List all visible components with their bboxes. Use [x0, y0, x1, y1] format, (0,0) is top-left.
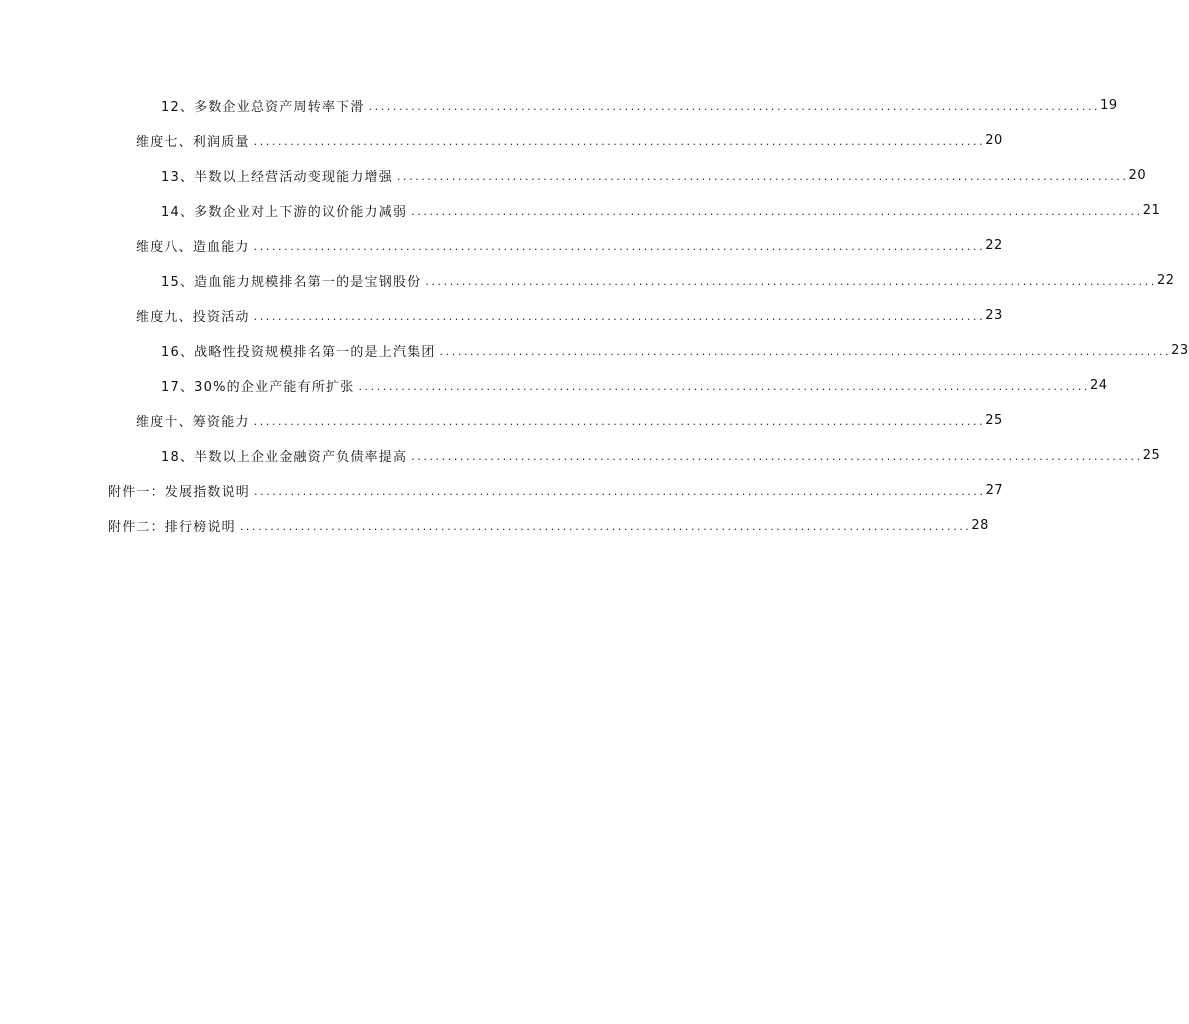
toc-entry-title: 13、半数以上经营活动变现能力增强: [161, 170, 393, 185]
toc-dot-leader: ........................................................................................................................: [253, 310, 986, 323]
toc-entry[interactable]: [0, 403, 1003, 438]
toc-page-number: 22: [1156, 273, 1175, 288]
toc-page-number: 22: [985, 238, 1003, 253]
toc-entry-title: 附件一：发展指数说明: [108, 485, 251, 500]
toc-entry-title: 14、多数企业对上下游的议价能力减弱: [161, 205, 408, 220]
toc-dot-leader: ........................................................................................................................: [411, 450, 1143, 463]
toc-page-number: 21: [1142, 203, 1161, 218]
toc-dot-leader: ........................................................................................................................: [253, 135, 986, 148]
toc-entry-title: 维度十、筹资能力: [136, 415, 250, 430]
toc-dot-leader: ........................................................................................................................: [396, 170, 1129, 183]
toc-page-number: 20: [1128, 168, 1147, 183]
toc-page-number: 25: [1142, 448, 1161, 463]
toc-dot-leader: ........................................................................................................................: [253, 415, 986, 428]
toc-entry[interactable]: [0, 508, 989, 543]
toc-entry-title: 维度七、利润质量: [136, 135, 250, 150]
toc-entry[interactable]: [0, 438, 1161, 473]
toc-page-number: 24: [1090, 378, 1108, 393]
toc-entry-title: 维度九、投资活动: [136, 310, 250, 325]
toc-dot-leader: ........................................................................................................................: [425, 275, 1157, 288]
table-of-contents: [0, 88, 1189, 543]
toc-entry[interactable]: [0, 333, 1189, 368]
toc-entry[interactable]: [0, 193, 1161, 228]
toc-entry[interactable]: [0, 368, 1108, 403]
toc-page-number: 20: [985, 133, 1003, 148]
toc-entry[interactable]: [0, 298, 1003, 333]
toc-entry[interactable]: [0, 88, 1118, 123]
toc-entry-title: 12、多数企业总资产周转率下滑: [161, 100, 365, 115]
toc-page-number: 23: [985, 308, 1003, 323]
toc-dot-leader: ........................................................................................................................: [411, 205, 1143, 218]
toc-entry[interactable]: [0, 228, 1003, 263]
toc-dot-leader: ........................................................................................................................: [368, 100, 1101, 113]
toc-entry-title: 维度八、造血能力: [136, 240, 250, 255]
toc-dot-leader: ........................................................................................................................: [358, 380, 1091, 393]
toc-entry-title: 16、战略性投资规模排名第一的是上汽集团: [161, 345, 436, 360]
toc-entry-title: 附件二：排行榜说明: [108, 520, 236, 535]
toc-page-number: 27: [985, 483, 1004, 498]
toc-entry-title: 18、半数以上企业金融资产负债率提高: [161, 450, 408, 465]
toc-page-number: 19: [1100, 98, 1118, 113]
toc-entry[interactable]: [0, 263, 1175, 298]
toc-page-number: 25: [985, 413, 1003, 428]
toc-entry[interactable]: [0, 473, 1004, 508]
toc-entry[interactable]: [0, 158, 1147, 193]
toc-dot-leader: ........................................................................................................................: [253, 240, 986, 253]
toc-entry-title: 17、30%的企业产能有所扩张: [161, 380, 355, 395]
toc-entry[interactable]: [0, 123, 1003, 158]
toc-page-number: 28: [971, 518, 989, 533]
toc-dot-leader: ........................................................................................................................: [254, 485, 986, 498]
toc-dot-leader: ........................................................................................................................: [239, 520, 972, 533]
toc-entry-title: 15、造血能力规模排名第一的是宝钢股份: [161, 275, 422, 290]
toc-page-number: 23: [1171, 343, 1189, 358]
toc-dot-leader: ........................................................................................................................: [439, 345, 1172, 358]
